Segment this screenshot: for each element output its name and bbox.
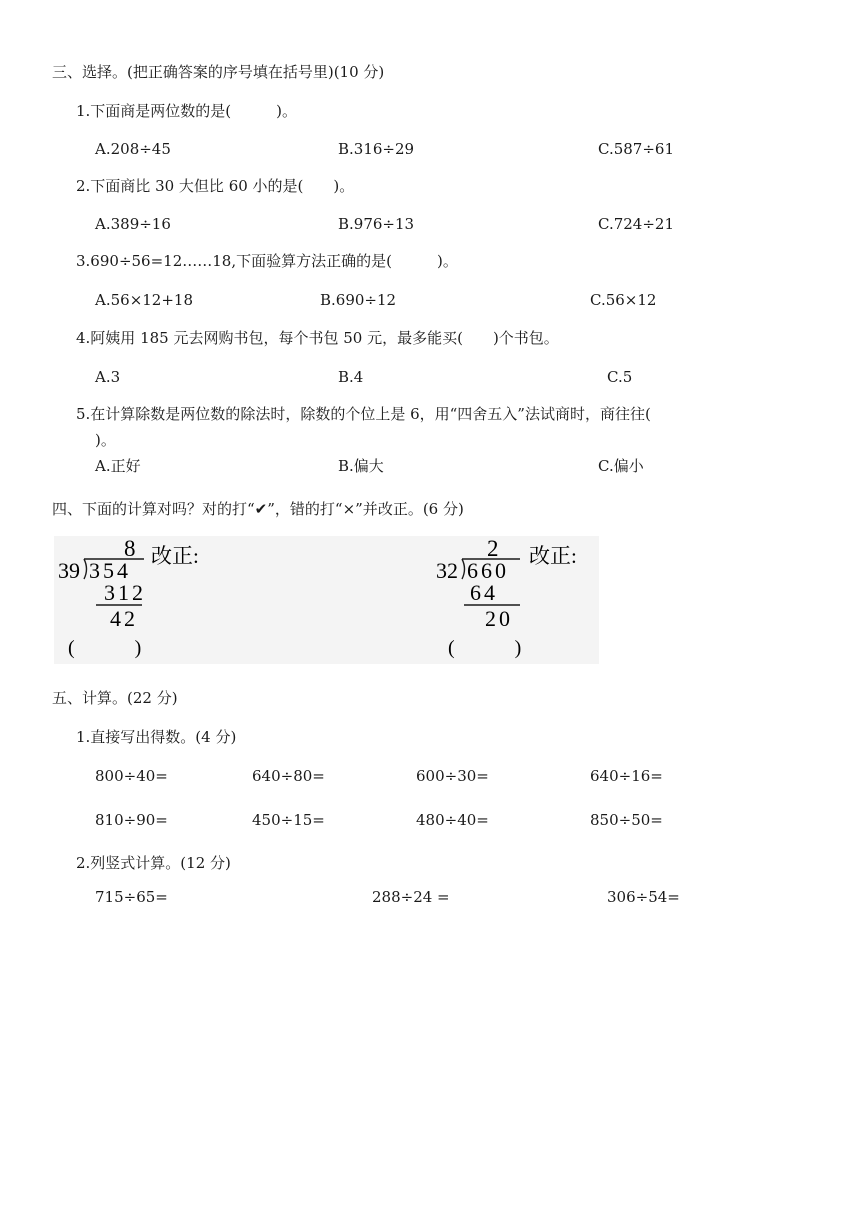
mental-math-item: 600÷30= (416, 767, 489, 785)
q2-option-b: B.976÷13 (338, 215, 415, 233)
product-2: 64 (470, 580, 498, 605)
q3-stem: 3.690÷56=12……18,下面验算方法正确的是( )。 (76, 252, 458, 270)
section4-heading: 四、下面的计算对吗？对的打“✔”，错的打“×”并改正。(6 分) (52, 500, 464, 518)
q3-option-c: C.56×12 (590, 291, 657, 309)
remainder-2: 20 (485, 606, 513, 631)
q4-option-b: B.4 (338, 368, 364, 386)
part1-title: 1.直接写出得数。(4 分) (76, 728, 237, 746)
vertical-calc-item: 306÷54= (607, 888, 680, 906)
section5-heading: 五、计算。(22 分) (52, 689, 178, 707)
remainder-1: 42 (110, 606, 138, 631)
q5-option-b: B.偏大 (338, 457, 384, 475)
answer-paren-2[interactable]: ( ) (448, 637, 522, 659)
q3-option-b: B.690÷12 (320, 291, 397, 309)
q5-stem: 5.在计算除数是两位数的除法时，除数的个位上是 6，用“四舍五入”法试商时，商往往( (76, 405, 651, 423)
q4-option-c: C.5 (607, 368, 633, 386)
q4-stem: 4.阿姨用 185 元去网购书包，每个书包 50 元，最多能买( )个书包。 (76, 329, 559, 347)
part2-title: 2.列竖式计算。(12 分) (76, 854, 231, 872)
long-division-image (54, 536, 599, 664)
mental-math-item: 640÷80= (252, 767, 325, 785)
correction-label-2: 改正: (529, 544, 577, 568)
answer-paren-1[interactable]: ( ) (68, 637, 142, 659)
mental-math-item: 450÷15= (252, 811, 325, 829)
mental-math-item: 810÷90= (95, 811, 168, 829)
mental-math-item: 800÷40= (95, 767, 168, 785)
divisor-2: 32 (436, 558, 458, 583)
q2-stem: 2.下面商比 30 大但比 60 小的是( )。 (76, 177, 355, 195)
q1-option-c: C.587÷61 (598, 140, 674, 158)
q2-option-c: C.724÷21 (598, 215, 674, 233)
mental-math-item: 480÷40= (416, 811, 489, 829)
q5-option-c: C.偏小 (598, 457, 644, 475)
vertical-calc-item: 715÷65= (95, 888, 168, 906)
q1-stem: 1.下面商是两位数的是( )。 (76, 102, 298, 120)
correction-label-1: 改正: (151, 544, 199, 568)
q1-option-a: A.208÷45 (95, 140, 171, 158)
q3-option-a: A.56×12+18 (95, 291, 193, 309)
q2-option-a: A.389÷16 (95, 215, 171, 233)
mental-math-item: 640÷16= (590, 767, 663, 785)
q5-stem-continued: )。 (95, 431, 116, 449)
q1-option-b: B.316÷29 (338, 140, 415, 158)
quotient-1: 8 (124, 536, 136, 561)
divisor-1: 39 (58, 558, 80, 583)
quotient-2: 2 (487, 536, 499, 561)
product-1: 312 (104, 580, 146, 605)
division-problem-2 (436, 536, 577, 659)
mental-math-item: 850÷50= (590, 811, 663, 829)
q4-option-a: A.3 (95, 368, 121, 386)
dividend-2: 660 (467, 558, 509, 583)
dividend-1: 354 (89, 558, 131, 583)
section3-heading: 三、选择。(把正确答案的序号填在括号里)(10 分) (52, 63, 385, 81)
q5-option-a: A.正好 (95, 457, 141, 475)
division-bracket-2 (462, 559, 465, 579)
division-bracket-1 (84, 559, 87, 579)
vertical-calc-item: 288÷24 = (372, 888, 450, 906)
division-problem-1 (58, 536, 199, 659)
